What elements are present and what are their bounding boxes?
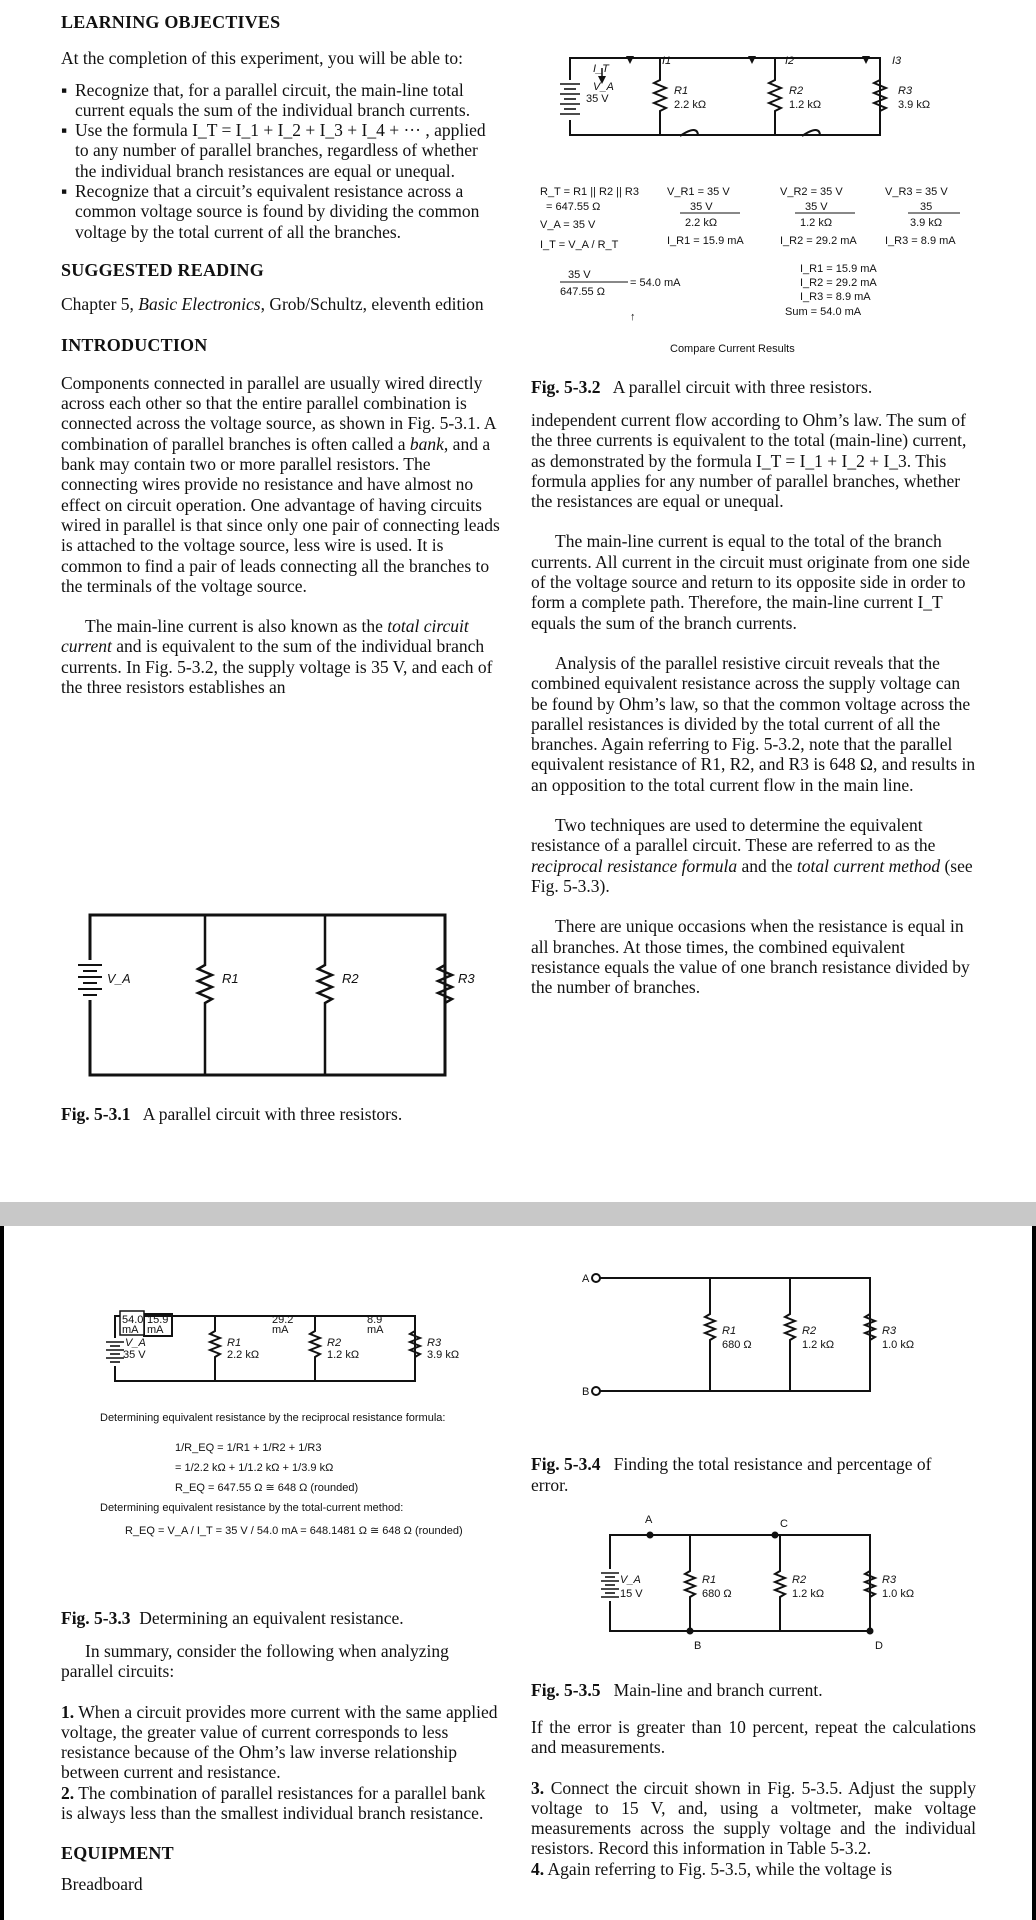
svg-text:I_T = V_A / R_T: I_T = V_A / R_T	[540, 239, 619, 251]
objective-item: ▪ Use the formula I_T = I_1 + I_2 + I_3 + I_4 + ··· , applied to any number of parallel branches, regardless of whether the individual branch resistances are equal or unequal.	[61, 120, 486, 181]
objectives-intro: At the completion of this experiment, you will be able to:	[61, 48, 463, 69]
svg-text:1.0 kΩ: 1.0 kΩ	[882, 1339, 915, 1351]
equipment-heading: EQUIPMENT	[61, 1843, 174, 1864]
r1-label: R1	[222, 971, 239, 986]
svg-text:1.0 kΩ: 1.0 kΩ	[882, 1588, 915, 1600]
svg-text:35 V: 35 V	[805, 201, 828, 213]
svg-text:B: B	[694, 1640, 702, 1652]
svg-text:R1: R1	[702, 1574, 717, 1586]
page-bottom	[0, 1226, 1036, 1920]
svg-text:R3: R3	[898, 85, 913, 97]
svg-text:R_EQ = 647.55 Ω ≅ 648 Ω (round: R_EQ = 647.55 Ω ≅ 648 Ω (rounded)	[175, 1482, 359, 1494]
svg-text:I3: I3	[892, 55, 902, 67]
objective-item: ▪ Recognize that a circuit’s equivalent resistance across a common voltage source is found by dividing the common voltage by the total current of all the branches.	[61, 181, 480, 242]
svg-text:V_A: V_A	[125, 1337, 146, 1349]
svg-text:R_EQ = V_A / I_T = 35 V / 54.0: R_EQ = V_A / I_T = 35 V / 54.0 mA = 648.1481 Ω ≅ 648 Ω (rounded)	[125, 1525, 463, 1537]
svg-text:35: 35	[920, 201, 933, 213]
svg-text:mA: mA	[367, 1324, 384, 1336]
svg-text:A: A	[582, 1273, 590, 1285]
right-paragraph-4: Two techniques are used to determine the equivalent resistance of a parallel circuit. These are referred to as the reciprocal resistance formula and the total current method (see Fig. 5-3.3).	[531, 815, 973, 896]
r2-label: R2	[342, 971, 359, 986]
svg-text:I_R3 = 8.9 mA: I_R3 = 8.9 mA	[885, 235, 956, 247]
svg-text:8.9: 8.9	[367, 1314, 383, 1326]
svg-text:15.9: 15.9	[147, 1314, 169, 1326]
fig-5-3-4-caption: Fig. 5-3.4 Finding the total resistance and percentage of error.	[531, 1454, 932, 1495]
summary-intro: In summary, consider the following when analyzing parallel circuits:	[61, 1641, 449, 1682]
svg-text:C: C	[780, 1518, 788, 1530]
svg-text:1/R_EQ = 1/R1 + 1/R2 + 1/R3: 1/R_EQ = 1/R1 + 1/R2 + 1/R3	[175, 1442, 322, 1454]
svg-text:2.2 kΩ: 2.2 kΩ	[227, 1349, 260, 1361]
svg-text:↑: ↑	[630, 311, 636, 323]
svg-text:V_R2 = 35 V: V_R2 = 35 V	[780, 186, 843, 198]
svg-text:Determining equivalent resista: Determining equivalent resistance by the total-current method:	[100, 1502, 404, 1514]
page-separator	[0, 1202, 1036, 1226]
svg-text:35 V: 35 V	[568, 269, 591, 281]
svg-text:R2: R2	[327, 1337, 342, 1349]
svg-text:29.2: 29.2	[272, 1314, 294, 1326]
svg-text:R3: R3	[882, 1325, 897, 1337]
left-column	[61, 12, 501, 697]
svg-text:35 V: 35 V	[123, 1349, 146, 1361]
svg-text:mA: mA	[147, 1324, 164, 1336]
figure-5-3-1-schematic	[60, 905, 500, 1095]
learning-objectives-heading: LEARNING OBJECTIVES	[61, 12, 281, 32]
left-edge-shadow	[0, 1226, 4, 1920]
svg-text:3.9 kΩ: 3.9 kΩ	[898, 99, 931, 111]
summary-section	[61, 1641, 501, 1894]
svg-text:647.55 Ω: 647.55 Ω	[560, 286, 605, 298]
svg-text:V_A: V_A	[620, 1574, 641, 1586]
svg-text:B: B	[582, 1386, 590, 1398]
svg-text:D: D	[875, 1640, 883, 1652]
svg-text:R1: R1	[227, 1337, 242, 1349]
svg-text:R_T = R1 || R2 || R3: R_T = R1 || R2 || R3	[540, 186, 639, 198]
fig-5-3-1-caption: Fig. 5-3.1 A parallel circuit with three resistors.	[61, 1104, 403, 1124]
step-3: 3. Connect the circuit shown in Fig. 5-3.5. Adjust the supply voltage to 15 V, and, using a voltmeter, make voltage measurements across the supply voltage and the individual resistors. Record this information in Table 5-3.2.	[531, 1777, 977, 1859]
equipment-item: Breadboard	[61, 1873, 143, 1894]
svg-text:680 Ω: 680 Ω	[702, 1588, 732, 1600]
svg-text:R2: R2	[792, 1574, 807, 1586]
svg-text:1.2 kΩ: 1.2 kΩ	[802, 1339, 835, 1351]
fig-5-3-5-caption: Fig. 5-3.5 Main-line and branch current.	[531, 1680, 823, 1700]
procedure-section	[531, 1717, 976, 1879]
svg-text:V_A = 35 V: V_A = 35 V	[540, 219, 596, 231]
svg-text:mA: mA	[272, 1324, 289, 1336]
svg-text:35 V: 35 V	[690, 201, 713, 213]
summary-item-1: 1. When a circuit provides more current with the same applied voltage, the greater value of current corresponds to less resistance because of the Ohm’s law inverse relationship between current and resistance.	[61, 1701, 498, 1783]
svg-text:Determining equivalent resista: Determining equivalent resistance by the reciprocal resistance formula:	[100, 1412, 446, 1424]
svg-text:3.9 kΩ: 3.9 kΩ	[427, 1349, 460, 1361]
fig-5-3-2-caption: Fig. 5-3.2 A parallel circuit with three resistors.	[531, 377, 873, 397]
right-paragraph-1: independent current flow according to Ohm’s law. The sum of the three currents is equivalent to the total (main-line) current, as demonstrated by the formula I_T = I_1 + I_2 + I_3. This formula applies for any number of parallel branches, whether the resistances are equal or unequal.	[531, 410, 967, 512]
svg-text:I_R2 = 29.2 mA: I_R2 = 29.2 mA	[800, 277, 877, 289]
resistor-r3	[438, 915, 452, 1075]
r3-label: R3	[458, 971, 475, 986]
intro-paragraph-1: Components connected in parallel are usually wired directly across each other so that the entire parallel combination is connected across the voltage source, as shown in Fig. 5-3.1. A combination of parallel branches is often called a bank, and a bank may contain two or more parallel resistors. The connecting wires provide no resistance and have almost no effect on circuit operation. One advantage of having circuits wired in parallel is that since only one pair of connecting leads is attached to the voltage source, less wire is used. It is common to find a pair of leads connecting all the branches to the terminals of the voltage source.	[61, 372, 500, 596]
svg-text:2.2 kΩ: 2.2 kΩ	[674, 99, 707, 111]
svg-text:mA: mA	[122, 1324, 139, 1336]
fig-5-3-3-caption: Fig. 5-3.3 Determining an equivalent resistance.	[61, 1608, 404, 1628]
right-column	[531, 410, 976, 997]
svg-text:V_R1 = 35 V: V_R1 = 35 V	[667, 186, 730, 198]
bus-wires	[90, 915, 445, 1075]
figure-5-3-4-schematic	[580, 1266, 960, 1416]
svg-text:I2: I2	[785, 55, 795, 67]
summary-item-2: 2. The combination of parallel resistances for a parallel bank is always less than the smallest individual branch resistance.	[61, 1782, 486, 1824]
svg-text:Sum = 54.0 mA: Sum = 54.0 mA	[785, 306, 862, 318]
svg-text:R2: R2	[802, 1325, 817, 1337]
va-label: V_A	[107, 972, 131, 986]
svg-text:Compare Current Results: Compare Current Results	[670, 343, 795, 355]
svg-text:2.2 kΩ: 2.2 kΩ	[685, 217, 718, 229]
svg-text:1.2 kΩ: 1.2 kΩ	[800, 217, 833, 229]
right-paragraph-2: The main-line current is equal to the total of the branch currents. All current in the circuit must originate from one side of the voltage source and return to its opposite side in order to form a complete path. Therefore, the main-line current I_T equals the sum of the branch currents.	[531, 531, 970, 633]
svg-text:= 54.0 mA: = 54.0 mA	[630, 277, 681, 289]
svg-text:A: A	[645, 1514, 653, 1526]
resistor-r1	[198, 915, 212, 1075]
svg-text:1.2 kΩ: 1.2 kΩ	[792, 1588, 825, 1600]
objective-item: ▪ Recognize that, for a parallel circuit, the main-line total current equals the sum of the individual branch currents.	[61, 79, 471, 120]
right-edge-shadow	[1032, 1226, 1036, 1920]
introduction-heading: INTRODUCTION	[61, 334, 208, 355]
svg-text:I_R2 = 29.2 mA: I_R2 = 29.2 mA	[780, 235, 857, 247]
svg-text:V_A: V_A	[593, 81, 614, 93]
svg-text:R1: R1	[674, 85, 689, 97]
right-paragraph-5: There are unique occasions when the resistance is equal in all branches. At those times, the combined equivalent resistance equals the value of one branch resistance divided by the number of branches.	[531, 916, 970, 998]
svg-text:680 Ω: 680 Ω	[722, 1339, 752, 1351]
suggested-reading-text: Chapter 5, Basic Electronics, Grob/Schultz, eleventh edition	[61, 294, 484, 315]
step-4: 4. Again referring to Fig. 5-3.5, while the voltage is	[531, 1858, 893, 1879]
error-note: If the error is greater than 10 percent, repeat the calculations and measurements.	[531, 1717, 976, 1758]
svg-text:I_R3 = 8.9 mA: I_R3 = 8.9 mA	[800, 291, 871, 303]
svg-text:3.9 kΩ: 3.9 kΩ	[910, 217, 943, 229]
resistor-r2	[318, 915, 332, 1075]
suggested-reading-heading: SUGGESTED READING	[61, 259, 264, 280]
svg-text:I_T: I_T	[593, 63, 609, 75]
intro-paragraph-2: The main-line current is also known as the total circuit current and is equivalent to the sum of the individual branch currents. In Fig. 5-3.2, the supply voltage is 35 V, and each of the three resistors establishes an	[61, 616, 493, 698]
svg-text:1.2 kΩ: 1.2 kΩ	[789, 99, 822, 111]
svg-text:54.0: 54.0	[122, 1314, 144, 1326]
svg-text:R1: R1	[722, 1325, 737, 1337]
figure-5-3-2-schematic	[530, 50, 1010, 362]
svg-text:1.2 kΩ: 1.2 kΩ	[327, 1349, 360, 1361]
svg-text:R3: R3	[427, 1337, 442, 1349]
svg-text:= 647.55 Ω: = 647.55 Ω	[546, 201, 601, 213]
svg-text:I1: I1	[662, 55, 672, 67]
svg-text:= 1/2.2 kΩ + 1/1.2 kΩ + 1/3.9: = 1/2.2 kΩ + 1/1.2 kΩ + 1/3.9 kΩ	[175, 1462, 334, 1474]
svg-text:R3: R3	[882, 1574, 897, 1586]
svg-text:V_R3 = 35 V: V_R3 = 35 V	[885, 186, 948, 198]
figure-5-3-3-schematic	[95, 1306, 515, 1606]
svg-text:I_R1 = 15.9 mA: I_R1 = 15.9 mA	[800, 263, 877, 275]
svg-text:I_R1 = 15.9 mA: I_R1 = 15.9 mA	[667, 235, 744, 247]
svg-text:35 V: 35 V	[586, 93, 609, 105]
right-paragraph-3: Analysis of the parallel resistive circuit reveals that the combined equivalent resistance across the supply voltage can be found by Ohm’s law, so that the common voltage across the parallel resistances is divided by the total current of all the branches. Again referring to Fig. 5-3.2, note that the parallel equivalent resistance of R1, R2, and R3 is 648 Ω, and results in an opposition to the total current flow in the main line.	[531, 652, 976, 795]
svg-text:R2: R2	[789, 85, 804, 97]
figure-5-3-5-schematic	[590, 1511, 970, 1661]
svg-text:15 V: 15 V	[620, 1588, 643, 1600]
